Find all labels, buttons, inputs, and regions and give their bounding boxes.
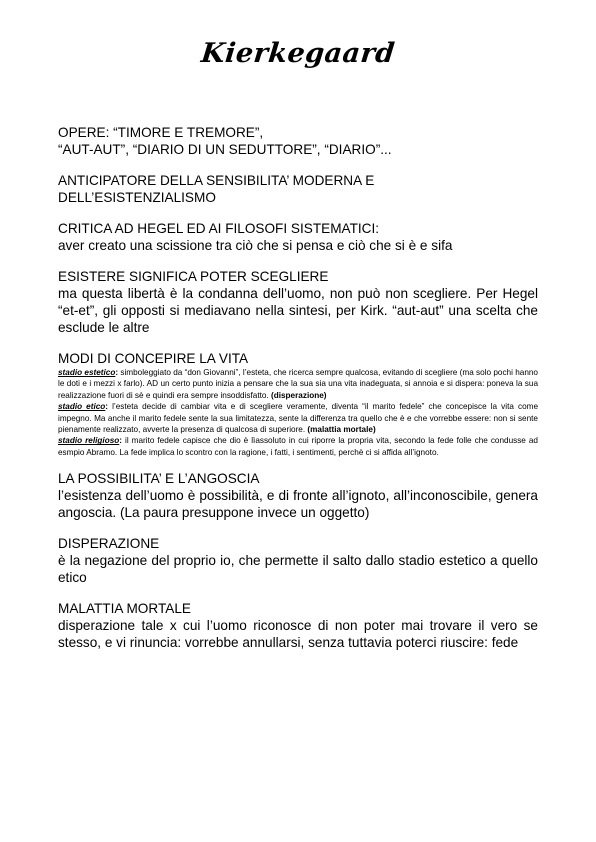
stadio-estetico: stadio estetico: simboleggiato da “don Giovanni”, l’esteta, che ricerca sempre qualcosa, evitando di scegliere (ma solo pochi hanno le doti e i mezzi x farlo). AD un certo punto inizia a pensare che la sua sia una vita inadeguata, si annoia e si dispera: poneva la sua realizzazione fuori di sè e quindi era sempre insoddisfatto. (disperazione) xyxy=(58,368,538,400)
stadio-estetico-note: (disperazione) xyxy=(271,390,327,400)
stadio-etico-note: (malattia mortale) xyxy=(307,425,376,435)
stadio-religioso-text: il marito fedele capisce che dio è lìassoluto in cui riporre la propria vita, secondo la fede folle che condusse ad esmpio Abramo. La fede implica lo scontro con la ragione, i fatti, i sentimenti, perchè ci si affida all’ignoto. xyxy=(58,436,538,457)
section-anticipatore xyxy=(58,172,538,206)
page-title: Kierkegaard xyxy=(199,38,397,69)
stadio-religioso: stadio religioso: il marito fedele capisce che dio è lìassoluto in cui riporre la propria vita, secondo la fede folle che condusse ad esmpio Abramo. La fede implica lo scontro con la ragione, i fatti, i sentimenti, perchè ci si affida all’ignoto. xyxy=(58,436,538,457)
stadio-estetico-term: stadio estetico xyxy=(58,368,116,377)
opere-line-2: “AUT-AUT”, “DIARIO DI UN SEDUTTORE”, “DIARIO”... xyxy=(58,142,392,157)
esistere-heading: ESISTERE SIGNIFICA POTER SCEGLIERE xyxy=(58,269,329,284)
critica-heading: CRITICA AD HEGEL ED AI FILOSOFI SISTEMATICI: xyxy=(58,221,380,236)
modi-heading: MODI DI CONCEPIRE LA VITA xyxy=(58,351,249,366)
disperazione-heading: DISPERAZIONE xyxy=(58,536,160,552)
disperazione-text: è la negazione del proprio io, che permette il salto dallo stadio estetico a quello etico xyxy=(58,553,538,586)
possibilita-text: l’esistenza dell’uomo è possibilità, e di fronte all’ignoto, all’inconoscibile, genera angoscia. (La paura presuppone invece un oggetto) xyxy=(58,488,538,521)
section-disperazione xyxy=(58,535,538,586)
critica-text: aver creato una scissione tra ciò che si pensa e ciò che si è e sifa xyxy=(58,238,453,253)
opere-line-1: OPERE: “TIMORE E TREMORE”, xyxy=(58,125,264,140)
stadio-religioso-term: stadio religioso xyxy=(58,436,120,446)
stadio-estetico-text: simboleggiato da “don Giovanni”, l’esteta, che ricerca sempre qualcosa, evitando di scegliere (ma solo pochi hanno le doti e i mezzi x farlo). AD un certo punto inizia a pensare che la sua sia una vita inadeguata, si annoia e si dispera: poneva la sua realizzazione fuori di sè e quindi era sempre insoddisfatto. xyxy=(58,368,538,400)
section-malattia xyxy=(58,600,538,651)
stadio-etico-term: stadio etico xyxy=(58,402,106,412)
section-modi xyxy=(58,350,538,458)
document-body xyxy=(58,124,538,651)
possibilita-heading: LA POSSIBILITA’ E L’ANGOSCIA xyxy=(58,471,260,487)
esistere-text: ma questa libertà è la condanna dell’uomo, non può non scegliere. Per Hegel “et-et”, gli opposti si mediavano nella sintesi, per Kirk. “aut-aut” una scelta che esclude le altre xyxy=(58,286,538,335)
malattia-heading: MALATTIA MORTALE xyxy=(58,601,191,617)
section-possibilita xyxy=(58,470,538,521)
anticipatore-line-1: ANTICIPATORE DELLA SENSIBILITA’ MODERNA E xyxy=(58,173,375,188)
anticipatore-line-2: DELL’ESISTENZIALISMO xyxy=(58,190,216,205)
stadio-etico-text: l’esteta decide di cambiar vita e di scegliere veramente, diventa “il marito fedele” che concepisce la vita come impegno. Ma anche il marito fedele sente la sua limitatezza, sente la differenza tra quello che è e che vorrebbe essere: non si sente pienamente realizzato, avverte la presenza di qualcosa di superiore. xyxy=(58,402,538,435)
section-opere xyxy=(58,124,538,158)
stadio-etico: stadio etico: l’esteta decide di cambiar vita e di scegliere veramente, diventa “il marito fedele” che concepisce la vita come impegno. Ma anche il marito fedele sente la sua limitatezza, sente la differenza tra quello che è e che vorrebbe essere: non si sente pienamente realizzato, avverte la presenza di qualcosa di superiore. (malattia mortale) xyxy=(58,402,538,435)
section-esistere xyxy=(58,268,538,336)
malattia-text: disperazione tale x cui l’uomo riconosce di non poter mai trovare il vero se stesso, e vi rinuncia: vorrebbe annullarsi, senza tuttavia poterci riuscire: fede xyxy=(58,618,538,651)
section-critica xyxy=(58,220,538,254)
